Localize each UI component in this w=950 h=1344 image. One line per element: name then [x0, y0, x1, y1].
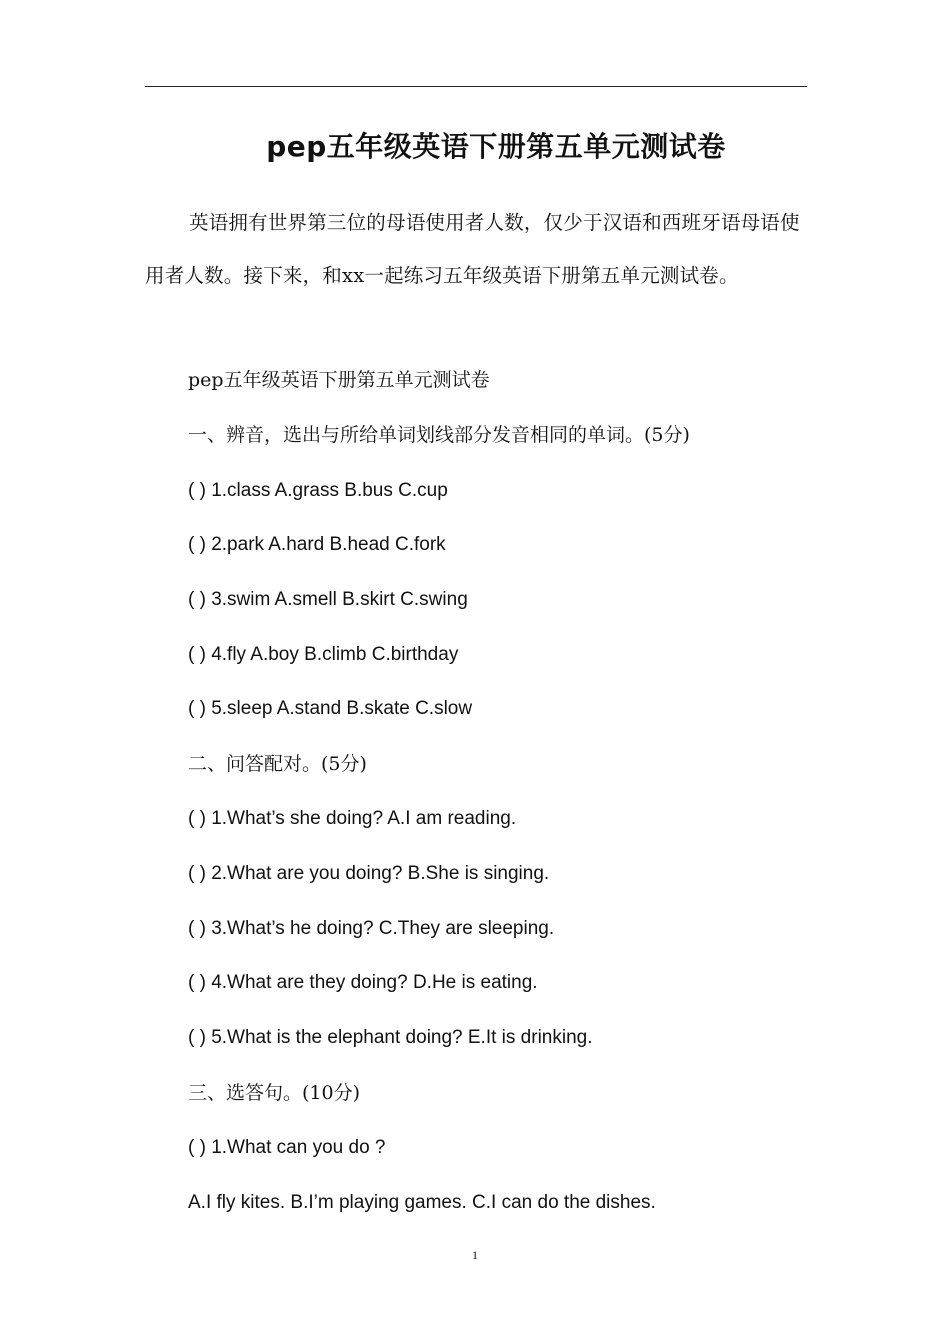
question-item: ( ) 2.park A.hard B.head C.fork [188, 534, 446, 555]
answer-options: A.I fly kites. B.I’m playing games. C.I can do the dishes. [188, 1192, 656, 1213]
section1-heading: 一、辨音，选出与所给单词划线部分发音相同的单词。(5分) [188, 424, 690, 446]
header-rule [145, 86, 807, 87]
question-item: ( ) 1.What’s she doing? A.I am reading. [188, 808, 517, 829]
question-item: ( ) 3.swim A.smell B.skirt C.swing [188, 589, 468, 610]
question-item: ( ) 5.sleep A.stand B.skate C.slow [188, 698, 473, 719]
document-title: pep五年级英语下册第五单元测试卷 [266, 130, 726, 163]
question-item: ( ) 1.class A.grass B.bus C.cup [188, 480, 448, 501]
page-number: 1 [472, 1248, 478, 1262]
question-item: ( ) 2.What are you doing? B.She is singing. [188, 863, 550, 884]
subtitle: pep五年级英语下册第五单元测试卷 [188, 369, 490, 391]
section2-heading: 二、问答配对。(5分) [188, 753, 367, 775]
question-item: ( ) 3.What’s he doing? C.They are sleeping. [188, 918, 555, 939]
question-item: ( ) 4.What are they doing? D.He is eating. [188, 972, 538, 993]
question-item: ( ) 5.What is the elephant doing? E.It is drinking. [188, 1027, 593, 1048]
intro-paragraph: 英语拥有世界第三位的母语使用者人数，仅少于汉语和西班牙语母语使用者人数。接下来，和xx一起练习五年级英语下册第五单元测试卷。 [145, 211, 800, 287]
section3-heading: 三、选答句。(10分) [188, 1082, 361, 1104]
question-item: ( ) 1.What can you do ? [188, 1137, 386, 1158]
question-item: ( ) 4.fly A.boy B.climb C.birthday [188, 644, 459, 665]
